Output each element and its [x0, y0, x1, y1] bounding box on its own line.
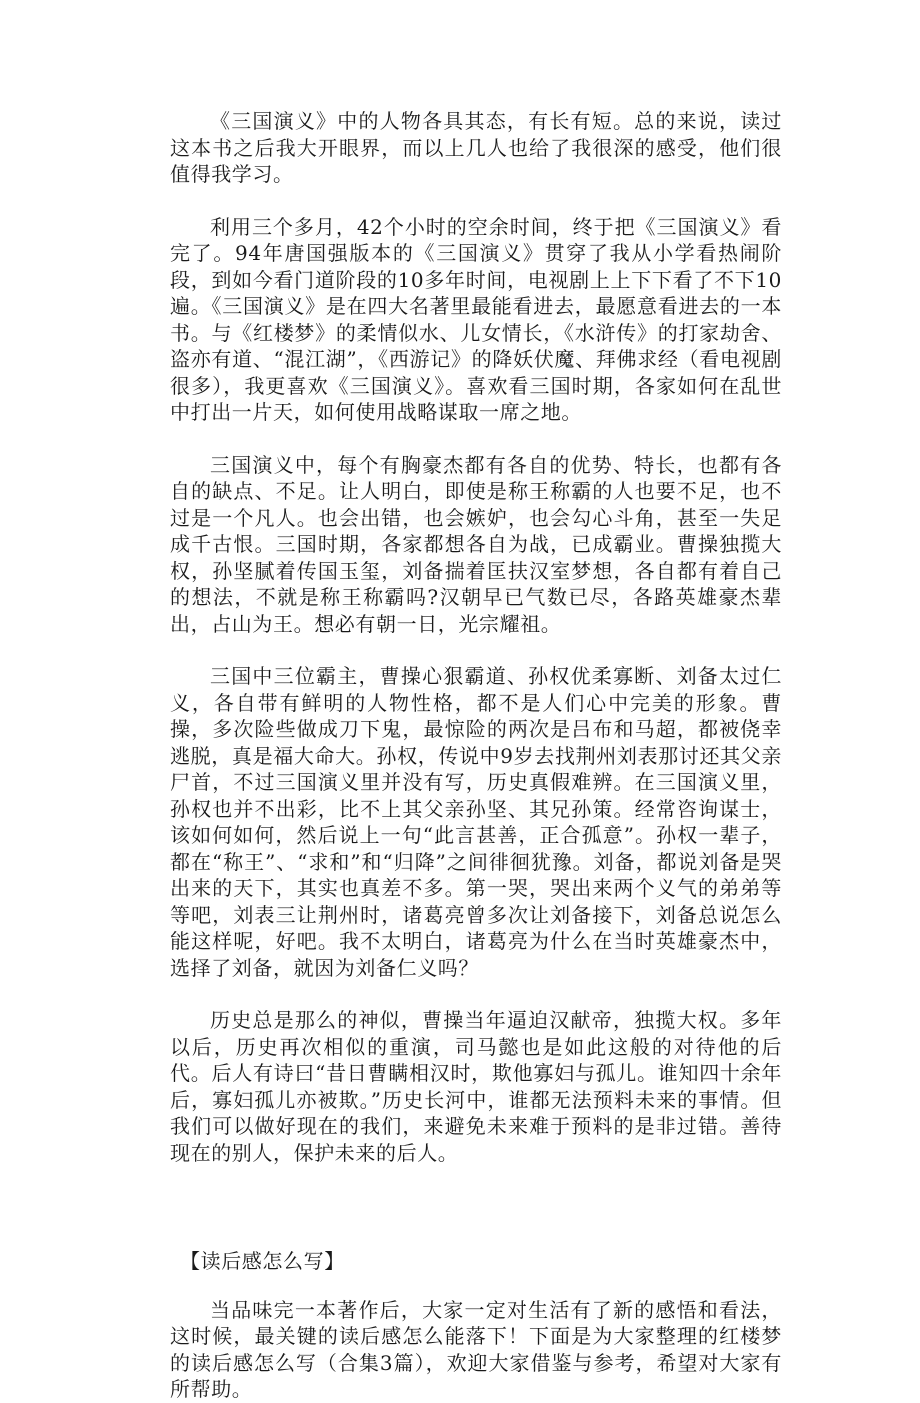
paragraph-1: 《三国演义》中的人物各具其态，有长有短。总的来说，读过这本书之后我大开眼界，而以上几人也给了我很深的感受，他们很值得我学习。 — [170, 109, 782, 186]
paragraph-3: 三国演义中，每个有胸豪杰都有各自的优势、特长，也都有各自的缺点、不足。让人明白，即使是称王称霸的人也要不足，也不过是一个凡人。也会出错，也会嫉妒，也会勾心斗角，甚至一失足成千古恨。三国时期，各家都想各自为战，已成霸业。曹操独揽大权，孙坚腻着传国玉玺，刘备揣着匡扶汉室梦想，各自都有着自己的想法，不就是称王称霸吗?汉朝早已气数已尽，各路英雄豪杰辈出，占山为王。想必有朝一日，光宗耀祖。 — [170, 452, 782, 636]
closing-paragraph: 当品味完一本著作后，大家一定对生活有了新的感悟和看法，这时候，最关键的读后感怎么能落下！下面是为大家整理的红楼梦的读后感怎么写（合集3篇），欢迎大家借鉴与参考，希望对大家有所帮助。 — [170, 1297, 782, 1401]
paragraph-2: 利用三个多月，42个小时的空余时间，终于把《三国演义》看完了。94年唐国强版本的《三国演义》贯穿了我从小学看热闹阶段，到如今看门道阶段的10多年时间，电视剧上上下下看了不下10遍。《三国演义》是在四大名著里最能看进去，最愿意看进去的一本书。与《红楼梦》的柔情似水、儿女情长，《水浒传》的打家劫舍、盗亦有道、“混江湖”，《西游记》的降妖伏魔、拜佛求经（看电视剧很多），我更喜欢《三国演义》。喜欢看三国时期，各家如何在乱世中打出一片天，如何使用战略谋取一席之地。 — [170, 214, 782, 424]
paragraph-4: 三国中三位霸主，曹操心狠霸道、孙权优柔寡断、刘备太过仁义，各自带有鲜明的人物性格，都不是人们心中完美的形象。曹操，多次险些做成刀下鬼，最惊险的两次是吕布和马超，都被侥幸逃脱，真是福大命大。孙权，传说中9岁去找荆州刘表那讨还其父亲尸首，不过三国演义里并没有写，历史真假难辨。在三国演义里，孙权也并不出彩，比不上其父亲孙坚、其兄孙策。经常咨询谋士，该如何如何，然后说上一句“此言甚善，正合孤意”。孙权一辈子，都在“称王”、“求和”和“归降”之间徘徊犹豫。刘备，都说刘备是哭出来的天下，其实也真差不多。第一哭，哭出来两个义气的弟弟等等吧，刘表三让荆州时，诸葛亮曾多次让刘备接下，刘备总说怎么能这样呢，好吧。我不太明白，诸葛亮为什么在当时英雄豪杰中，选择了刘备，就因为刘备仁义吗？ — [170, 664, 782, 980]
paragraph-5: 历史总是那么的神似，曹操当年逼迫汉献帝，独揽大权。多年以后，历史再次相似的重演，司马懿也是如此这般的对待他的后代。后人有诗曰“昔日曹瞒相汉时，欺他寡妇与孤儿。谁知四十余年后，寡妇孤儿亦被欺。”历史长河中，谁都无法预料未来的事情。但我们可以做好现在的我们，来避免未来难于预料的是非过错。善待现在的别人，保护未来的后人。 — [170, 1008, 782, 1165]
document-page — [170, 108, 782, 1403]
section-heading: 【读后感怎么写】 — [180, 1249, 345, 1273]
